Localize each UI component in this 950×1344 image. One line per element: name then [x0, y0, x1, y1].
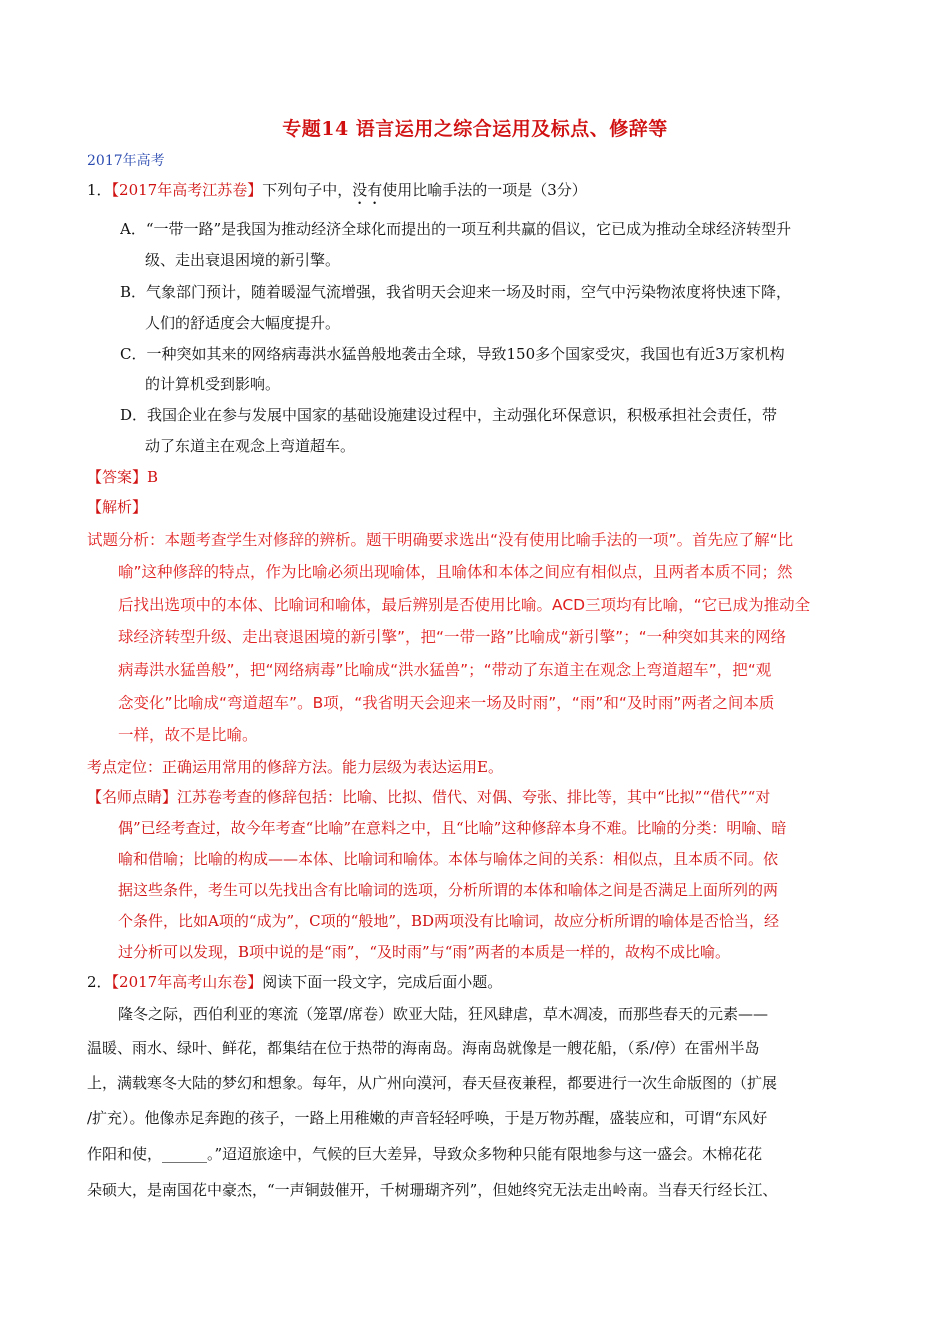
analysis-line: 球经济转型升级、走出衰退困境的新引擎”，把“一带一路”比喻成“新引擎”；“一种突如其来的网络: [118, 628, 787, 646]
tip-line: 个条件，比如A项的“成为”，C项的“般地”，BD两项没有比喻词，故应分析所谓的喻体是否恰当，经: [118, 912, 780, 930]
option-b-line1: B．气象部门预计，随着暖湿气流增强，我省明天会迎来一场及时雨，空气中污染物浓度将快速下降，: [120, 283, 792, 301]
page-title: 专题14 语言运用之综合运用及标点、修辞等: [282, 118, 668, 140]
question-number: 1．: [87, 181, 112, 199]
analysis-line: 念变化”比喻成“弯道超车”。B项，“我省明天会迎来一场及时雨”，“雨”和“及时雨”两者之间本质: [118, 694, 775, 712]
question-1-stem: [87, 180, 877, 208]
analysis-line: 喻”这种修辞的特点，作为比喻必须出现喻体，且喻体和本体之间应有相似点，且两者本质不同；然: [118, 563, 793, 581]
option-d-line2: 动了东道主在观念上弯道超车。: [145, 437, 356, 455]
analysis-line: 病毒洪水猛兽般”，把“网络病毒”比喻成“洪水猛兽”；“带动了东道主在观念上弯道超车”，把“观: [118, 661, 772, 679]
tip-line: 据这些条件，考生可以先找出含有比喻词的选项，分析所谓的本体和喻体之间是否满足上面所列的两: [118, 881, 779, 899]
tip-line: 偶”已经考查过，故今年考查“比喻”在意料之中，且“比喻”这种修辞本身不难。比喻的分类：明喻、暗: [118, 819, 787, 837]
stem-emphasis: 没有: [352, 181, 383, 199]
option-d-line1: D．我国企业在参与发展中国家的基础设施建设过程中，主动强化环保意识，积极承担社会责任，带: [120, 406, 778, 424]
tip-line: 过分析可以发现，B项中说的是“雨”，“及时雨”与“雨”两者的本质是一样的，故构不成比喻。: [118, 943, 731, 961]
option-c-line1: C．一种突如其来的网络病毒洪水猛兽般地袭击全球，导致150多个国家受灾，我国也有近3万家机构: [120, 345, 785, 363]
stem-text: 阅读下面一段文字，完成后面小题。: [262, 973, 503, 991]
kaodian: 考点定位：正确运用常用的修辞方法。能力层级为表达运用E。: [87, 758, 503, 776]
question-number: 2．: [87, 973, 112, 991]
analysis-line: 一样，故不是比喻。: [118, 726, 258, 744]
stem-pre: 下列句子中，: [262, 181, 353, 199]
passage-line: 温暖、雨水、绿叶、鲜花，都集结在位于热带的海南岛。海南岛就像是一艘花船，（系/停）在雷州半岛: [87, 1039, 760, 1057]
analysis-line: 后找出选项中的本体、比喻词和喻体，最后辨别是否使用比喻。ACD三项均有比喻，“它已成为推动全: [118, 596, 811, 614]
passage-line: 上，满载寒冬大陆的梦幻和想象。每年，从广州向漠河，春天昼夜兼程，都要进行一次生命版图的（扩展: [87, 1074, 778, 1092]
question-source: 【2017年高考山东卷】: [111, 973, 263, 991]
analysis-line: 试题分析：本题考查学生对修辞的辨析。题干明确要求选出“没有使用比喻手法的一项”。首先应了解“比: [87, 531, 794, 549]
option-a-line2: 级、走出衰退困境的新引擎。: [145, 251, 341, 269]
analysis-label: 【解析】: [87, 498, 148, 516]
section-heading: 2017年高考: [87, 153, 165, 169]
question-source: 【2017年高考江苏卷】: [111, 181, 263, 199]
passage-line: 朵硕大，是南国花中豪杰，“一声铜鼓催开，千树珊瑚齐列”，但她终究无法走出岭南。当春天行经长江、: [87, 1181, 778, 1199]
passage-line: /扩充）。他像赤足奔跑的孩子，一路上用稚嫩的声音轻轻呼唤，于是万物苏醒，盛装应和，可谓“东风好: [87, 1109, 768, 1127]
passage-line: 隆冬之际，西伯利亚的寒流（笼罩/席卷）欧亚大陆，狂风肆虐，草木凋凌，而那些春天的元素——: [118, 1005, 769, 1023]
option-c-line2: 的计算机受到影响。: [145, 375, 281, 393]
answer: 【答案】B: [87, 468, 159, 486]
passage-line: 作阳和使，______。”迢迢旅途中，气候的巨大差异，导致众多物种只能有限地参与这一盛会。木棉花花: [87, 1145, 763, 1163]
option-a-line1: A．“一带一路”是我国为推动经济全球化而提出的一项互利共赢的倡议，它已成为推动全球经济转型升: [120, 220, 792, 238]
question-2-stem: [87, 972, 877, 992]
option-b-line2: 人们的舒适度会大幅度提升。: [145, 314, 341, 332]
tip-line: 【名师点睛】江苏卷考查的修辞包括：比喻、比拟、借代、对偶、夸张、排比等，其中“比拟”“借代”“对: [87, 788, 771, 806]
tip-line: 喻和借喻；比喻的构成——本体、比喻词和喻体。本体与喻体之间的关系：相似点，且本质不同。依: [118, 850, 779, 868]
stem-post: 使用比喻手法的一项是（3分）: [382, 181, 587, 199]
